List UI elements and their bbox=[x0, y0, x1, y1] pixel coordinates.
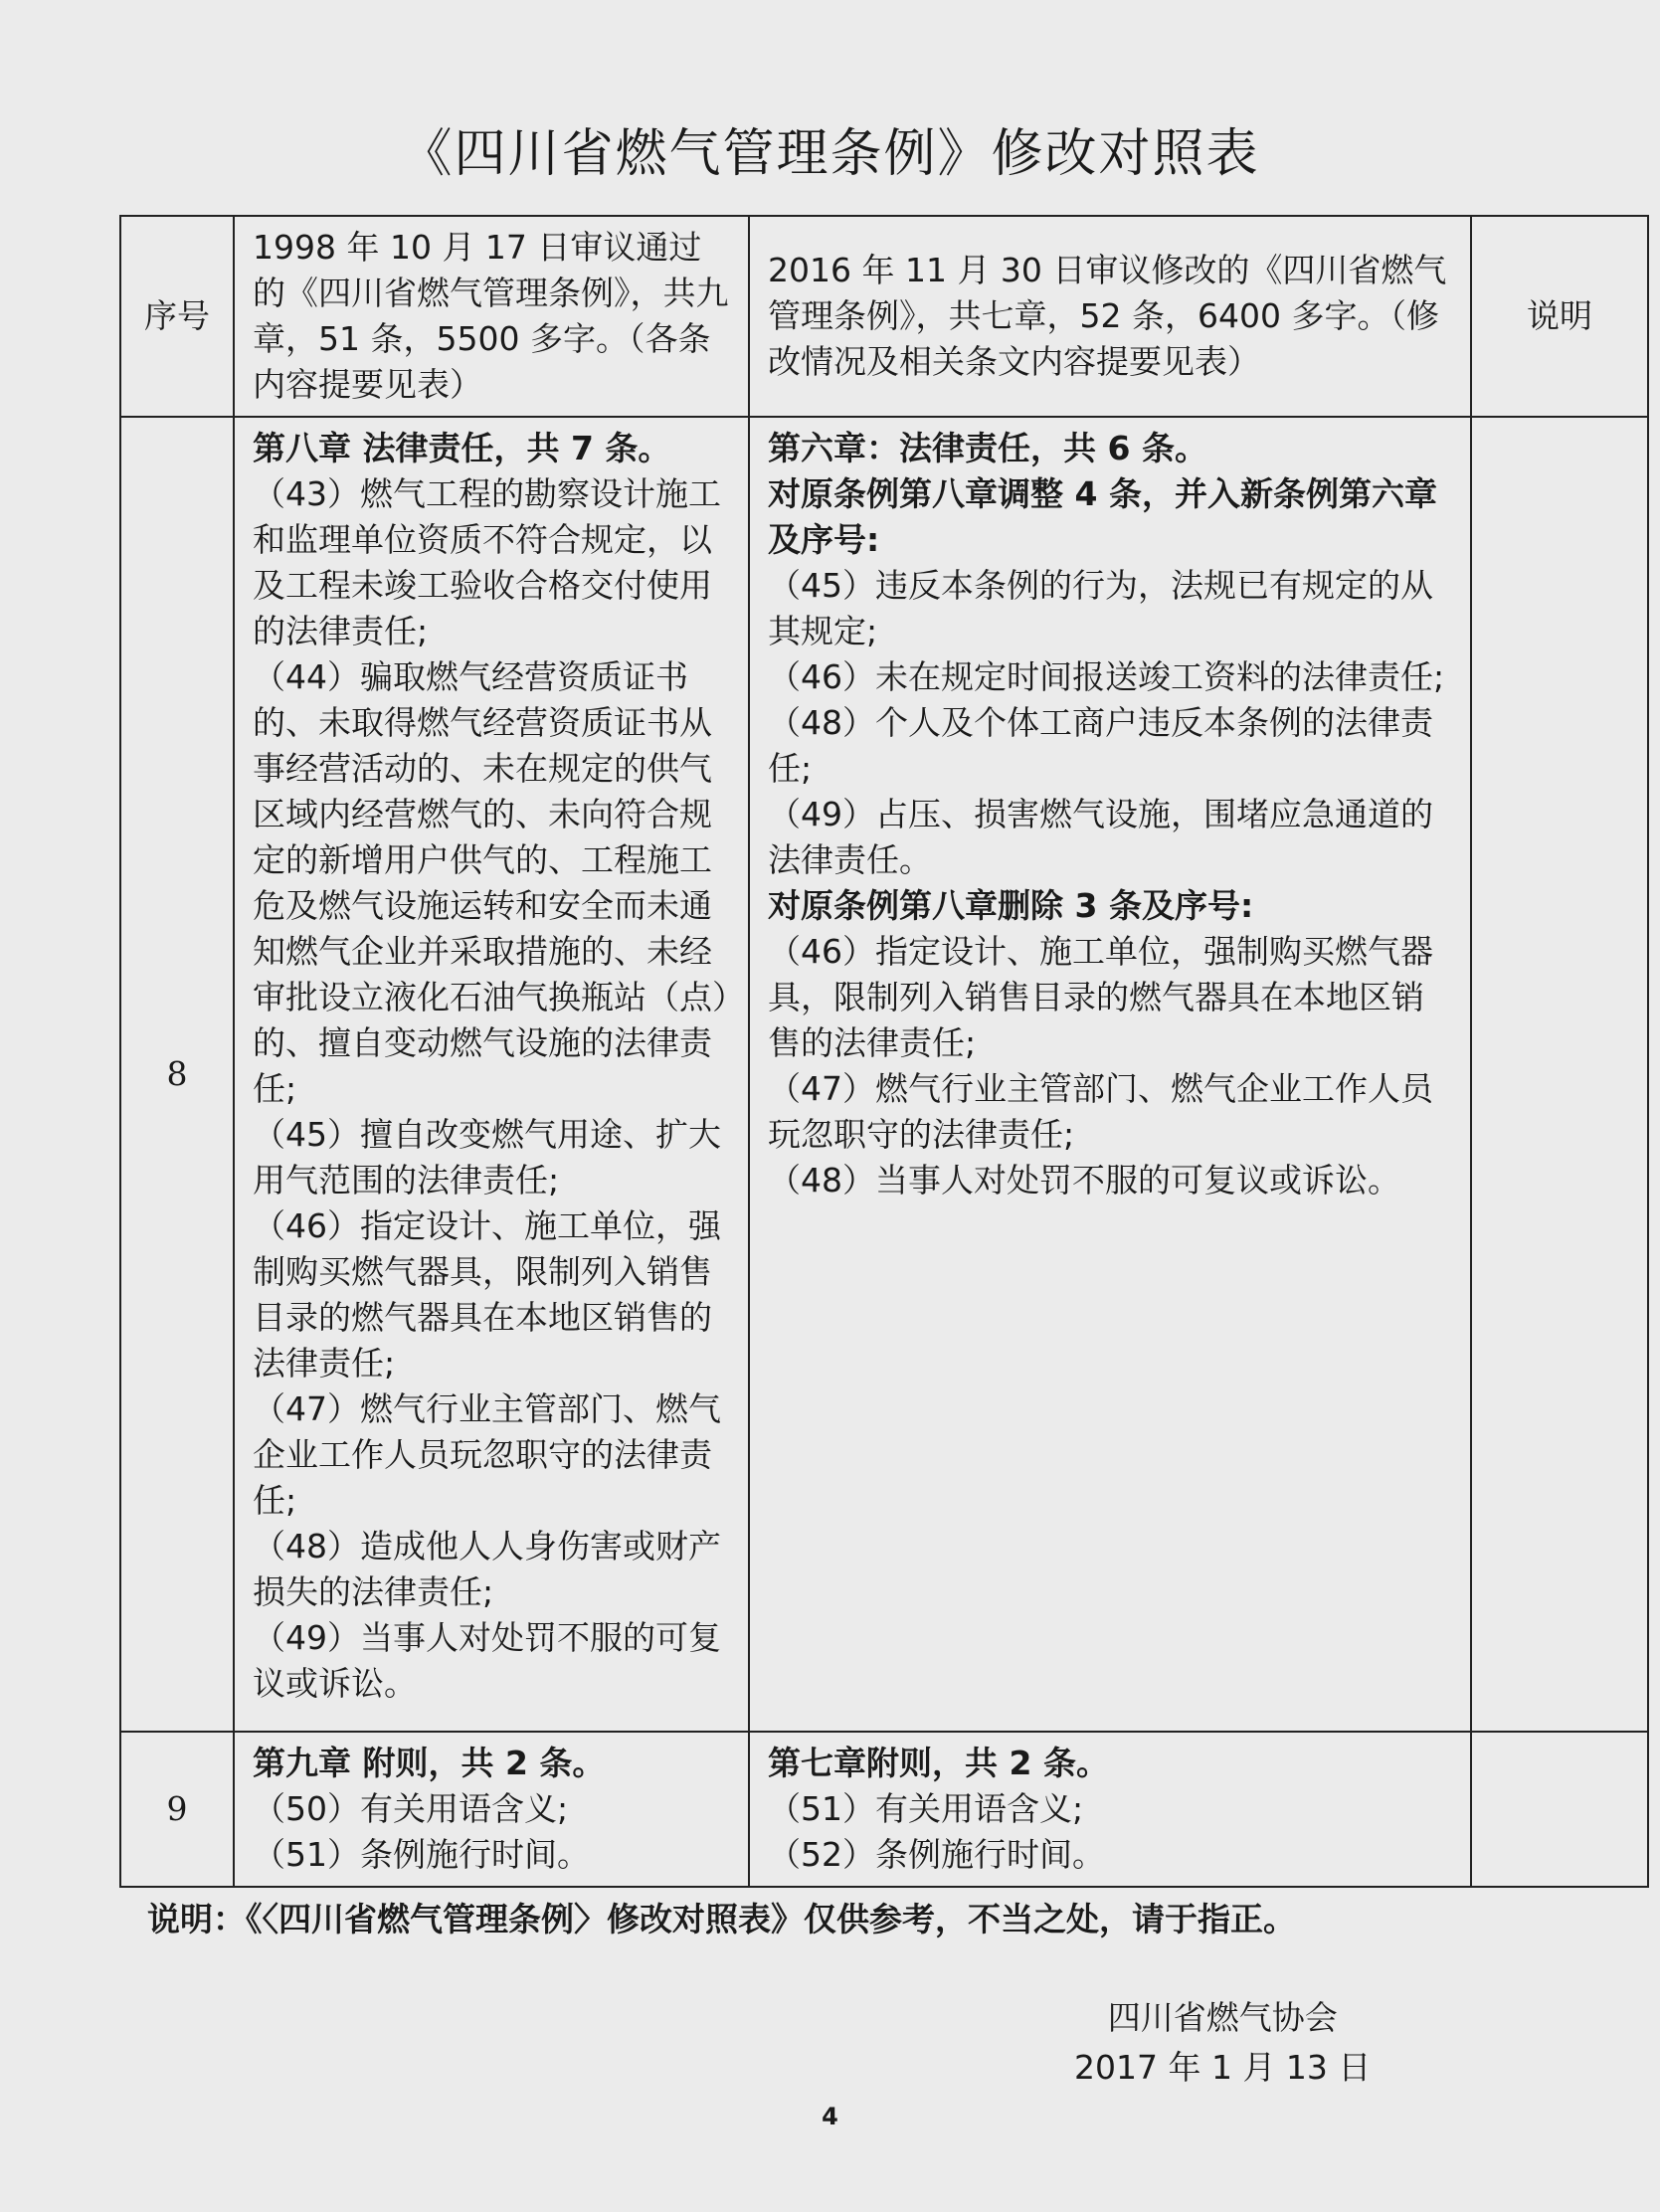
row-new-content bbox=[749, 1732, 1471, 1887]
footnote: 说明：《〈四川省燃气管理条例〉修改对照表》仅供参考，不当之处，请于指正。 bbox=[147, 1900, 1296, 1938]
signature-date: 2017 年 1 月 13 日 bbox=[1074, 2048, 1372, 2087]
article-item: （44）骗取燃气经营资质证书的、未取得燃气经营资质证书从事经营活动的、未在规定的供气区域内经营燃气的、未向符合规定的新增用户供气的、工程施工危及燃气设施运转和安全而未通知燃气企业并采取措施的、未经审批设立液化石油气换瓶站（点）的、擅自变动燃气设施的法律责任; bbox=[253, 657, 729, 1108]
row-new-content bbox=[749, 417, 1471, 1732]
article-item: （47）燃气行业主管部门、燃气企业工作人员玩忽职守的法律责任; bbox=[253, 1389, 721, 1520]
organization-name: 四川省燃气协会 bbox=[1107, 1998, 1338, 2037]
page-number: 4 bbox=[822, 2103, 838, 2130]
row-seq: 8 bbox=[120, 417, 234, 1732]
article-item: （45）违反本条例的行为，法规已有规定的从其规定; bbox=[768, 566, 1433, 650]
document-title: 《四川省燃气管理条例》修改对照表 bbox=[400, 124, 1260, 184]
article-item: （50）有关用语含义; bbox=[253, 1789, 569, 1828]
article-item: （51）有关用语含义; bbox=[768, 1789, 1084, 1828]
chapter-heading: 第九章 附则，共 2 条。 bbox=[253, 1744, 606, 1782]
article-item: （46）未在规定时间报送竣工资料的法律责任; bbox=[768, 657, 1445, 696]
article-item: （48）造成他人人身伤害或财产损失的法律责任; bbox=[253, 1527, 721, 1611]
article-item: （49）当事人对处罚不服的可复议或诉讼。 bbox=[253, 1618, 721, 1703]
header-old: 1998 年 10 月 17 日审议通过的《四川省燃气管理条例》，共九章，51 条，5500 多字。（各条内容提要见表） bbox=[234, 216, 749, 417]
chapter-heading: 第八章 法律责任，共 7 条。 bbox=[253, 429, 671, 467]
signature-block bbox=[1074, 1993, 1371, 2093]
chapter-heading: 第六章：法律责任，共 6 条。 bbox=[768, 429, 1207, 467]
row-old-content bbox=[234, 1732, 749, 1887]
article-item: （43）燃气工程的勘察设计施工和监理单位资质不符合规定，以及工程未竣工验收合格交付使用的法律责任; bbox=[253, 474, 721, 650]
article-item: （46）指定设计、施工单位，强制购买燃气器具，限制列入销售目录的燃气器具在本地区销售的法律责任; bbox=[253, 1206, 721, 1382]
chapter-heading: 第七章附则，共 2 条。 bbox=[768, 1744, 1109, 1782]
table-header-row bbox=[120, 216, 1648, 417]
article-item: （47）燃气行业主管部门、燃气企业工作人员玩忽职守的法律责任; bbox=[768, 1069, 1433, 1154]
section-heading: 对原条例第八章删除 3 条及序号: bbox=[768, 886, 1254, 925]
section-heading: 对原条例第八章调整 4 条，并入新条例第六章及序号: bbox=[768, 474, 1437, 559]
row-old-content bbox=[234, 417, 749, 1732]
article-item: （49）占压、损害燃气设施，围堵应急通道的法律责任。 bbox=[768, 795, 1433, 879]
article-item: （46）指定设计、施工单位，强制购买燃气器具，限制列入销售目录的燃气器具在本地区销售的法律责任; bbox=[768, 932, 1433, 1062]
comparison-table bbox=[119, 215, 1649, 1888]
article-item: （48）当事人对处罚不服的可复议或诉讼。 bbox=[768, 1161, 1400, 1199]
header-seq: 序号 bbox=[120, 216, 234, 417]
header-note: 说明 bbox=[1471, 216, 1648, 417]
table-row bbox=[120, 417, 1648, 1732]
row-note bbox=[1471, 1732, 1648, 1887]
article-item: （45）擅自改变燃气用途、扩大用气范围的法律责任; bbox=[253, 1115, 721, 1199]
table-row bbox=[120, 1732, 1648, 1887]
header-new: 2016 年 11 月 30 日审议修改的《四川省燃气管理条例》，共七章，52 条，6400 多字。（修改情况及相关条文内容提要见表） bbox=[749, 216, 1471, 417]
row-seq: 9 bbox=[120, 1732, 234, 1887]
row-note bbox=[1471, 417, 1648, 1732]
article-item: （51）条例施行时间。 bbox=[253, 1835, 590, 1874]
article-item: （52）条例施行时间。 bbox=[768, 1835, 1105, 1874]
article-item: （48）个人及个体工商户违反本条例的法律责任; bbox=[768, 703, 1433, 788]
